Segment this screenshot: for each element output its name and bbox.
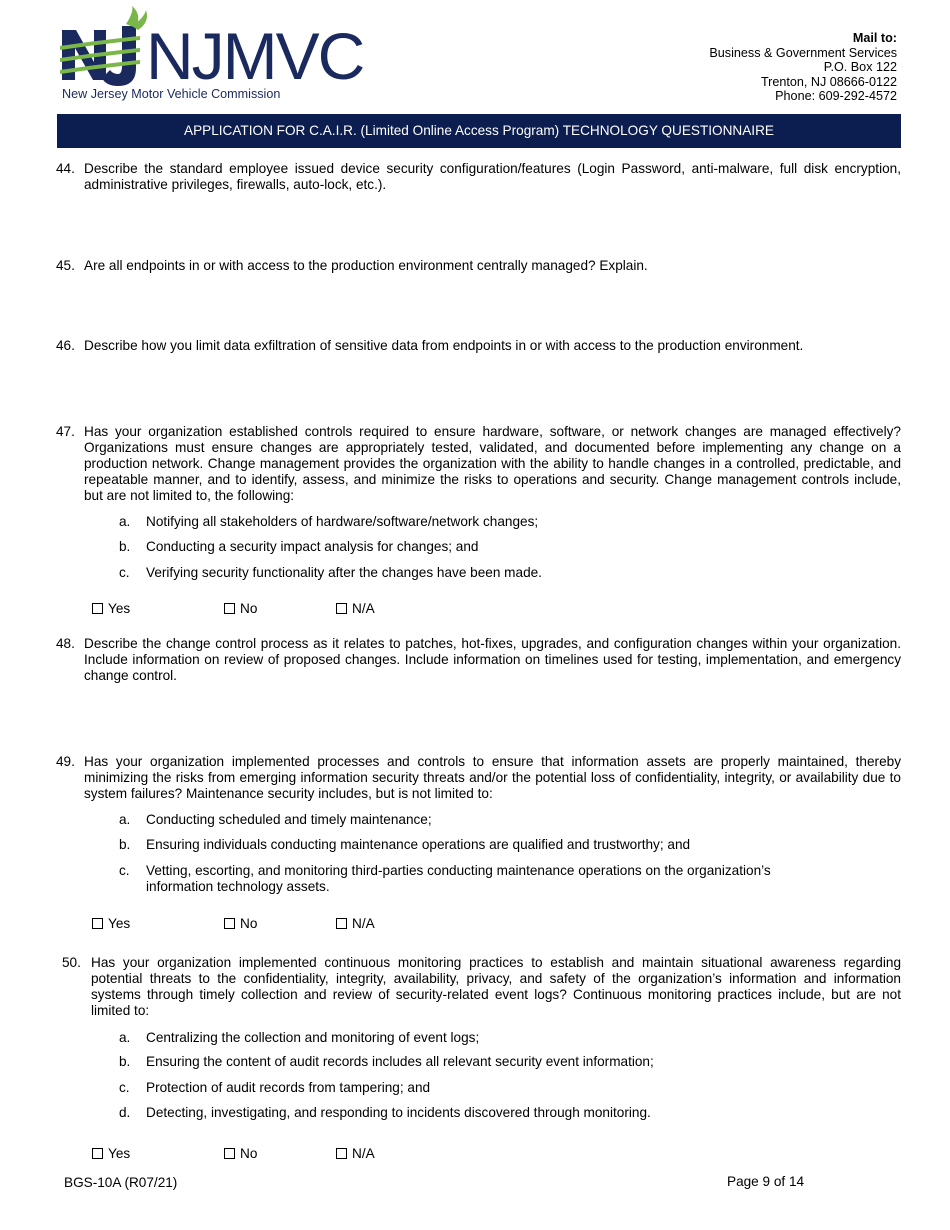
list-item (119, 1105, 809, 1121)
mail-to-line3: Trenton, NJ 08666-0122 (760, 74, 897, 89)
list-item-label: a. (119, 514, 131, 529)
q50-no-checkbox[interactable] (224, 1146, 257, 1161)
list-item-text: Conducting scheduled and timely maintenance; (146, 812, 432, 827)
question-50 (62, 955, 901, 1019)
checkbox-label: No (240, 1146, 258, 1161)
list-item-text: Conducting a security impact analysis for changes; and (146, 539, 479, 554)
list-item (119, 1080, 809, 1096)
list-item-text: Ensuring the content of audit records includes all relevant security event information; (146, 1054, 654, 1069)
checkbox-box[interactable] (336, 1148, 347, 1159)
question-number: 46. (56, 338, 75, 353)
list-item-label: c. (119, 565, 130, 580)
list-item-text: Ensuring individuals conducting maintenance operations are qualified and trustworthy; and (146, 837, 691, 852)
question-text: Has your organization implemented processes and controls to ensure that information assets are properly maintained, thereby minimizing the risks from emerging information security threats and/or the potential loss of confidentiality, integrity, or availability due to system failures? Maintenance security includes, but is not limited to: (84, 754, 901, 801)
mail-to-line2: P.O. Box 122 (823, 60, 897, 75)
list-item-label: a. (119, 812, 131, 827)
question-47 (56, 424, 901, 504)
checkbox-label: N/A (352, 601, 375, 616)
page-number: Page 9 of 14 (727, 1174, 805, 1189)
list-item-label: b. (119, 837, 131, 852)
question-44 (56, 161, 901, 193)
q49-no-checkbox[interactable] (224, 916, 257, 931)
list-item-label: b. (119, 1054, 131, 1069)
mail-to-line4: Phone: 609-292-4572 (775, 89, 897, 104)
list-item (119, 565, 809, 581)
list-item (119, 514, 809, 530)
logo-subtitle: New Jersey Motor Vehicle Commission (62, 87, 281, 101)
question-46 (56, 338, 901, 354)
question-text: Has your organization established controls required to ensure hardware, software, or network changes are managed effectively? Organizations must ensure changes are appropriately tested, validated, and documented before implementing any change on a production network. Change management provides the organization with the ability to handle changes in a controlled, predictable, and repeatable manner, and to identify, assess, and minimize the risks to operations and security. Change management controls include, but are not limited to, the following: (84, 424, 901, 503)
q49-na-checkbox[interactable] (336, 916, 375, 931)
mail-to-address (709, 31, 897, 104)
q49-yes-checkbox[interactable] (92, 916, 130, 931)
list-item-text: Centralizing the collection and monitoring of event logs; (146, 1030, 480, 1045)
list-item-label: d. (119, 1105, 131, 1120)
question-text: Has your organization implemented continuous monitoring practices to establish and maintain situational awareness regarding potential threats to the confidentiality, integrity, availability, privacy, and safety of the organization’s information and information systems through timely collection and review of security-related event logs? Continuous monitoring practices include, but are not limited to: (91, 955, 901, 1018)
q47-yes-checkbox[interactable] (92, 601, 130, 616)
question-45 (56, 258, 901, 274)
question-text: Describe how you limit data exfiltration of sensitive data from endpoints in or with access to the production environment. (84, 338, 804, 353)
checkbox-box[interactable] (336, 918, 347, 929)
list-item-label: c. (119, 1080, 130, 1095)
checkbox-box[interactable] (92, 1148, 103, 1159)
checkbox-box[interactable] (224, 918, 235, 929)
question-number: 49. (56, 754, 75, 769)
checkbox-label: N/A (352, 1146, 375, 1161)
list-item-label: a. (119, 1030, 131, 1045)
list-item (119, 539, 809, 555)
list-item-label: c. (119, 863, 130, 878)
checkbox-box[interactable] (336, 603, 347, 614)
checkbox-box[interactable] (92, 918, 103, 929)
list-item-text: Vetting, escorting, and monitoring third-parties conducting maintenance operations on the organization’s information technology assets. (146, 863, 771, 894)
checkbox-label: Yes (108, 601, 131, 616)
list-item-text: Detecting, investigating, and responding to incidents discovered through monitoring. (146, 1105, 651, 1120)
form-title-banner: APPLICATION FOR C.A.I.R. (Limited Online Access Program) TECHNOLOGY QUESTIONNAIRE (57, 114, 901, 148)
list-item (119, 1054, 809, 1070)
question-number: 50. (62, 955, 81, 970)
list-item-label: b. (119, 539, 131, 554)
checkbox-label: No (240, 601, 258, 616)
svg-text:NJMVC: NJMVC (146, 19, 364, 93)
q47-no-checkbox[interactable] (224, 601, 257, 616)
q50-yes-checkbox[interactable] (92, 1146, 130, 1161)
checkbox-label: Yes (108, 1146, 131, 1161)
list-item (119, 863, 809, 895)
checkbox-box[interactable] (92, 603, 103, 614)
list-item (119, 812, 809, 828)
question-number: 48. (56, 636, 75, 651)
list-item-text: Protection of audit records from tampering; and (146, 1080, 431, 1095)
question-48 (56, 636, 901, 684)
checkbox-label: Yes (108, 916, 131, 931)
question-text: Describe the standard employee issued device security configuration/features (Login Password, anti-malware, full disk encryption, administrative privileges, firewalls, auto-lock, etc.). (84, 161, 901, 192)
q47-na-checkbox[interactable] (336, 601, 375, 616)
question-49 (56, 754, 901, 802)
list-item-text: Notifying all stakeholders of hardware/software/network changes; (146, 514, 539, 529)
checkbox-box[interactable] (224, 1148, 235, 1159)
mail-to-line1: Business & Government Services (709, 45, 897, 60)
form-id: BGS-10A (R07/21) (64, 1175, 178, 1190)
mail-to-label: Mail to: (852, 31, 897, 45)
checkbox-box[interactable] (224, 603, 235, 614)
question-text: Describe the change control process as it relates to patches, hot-fixes, upgrades, and configuration changes within your organization. Include information on review of proposed changes. Include information on timelines used for testing, implementation, and emergency change control. (84, 636, 901, 683)
list-item-text: Verifying security functionality after the changes have been made. (146, 565, 542, 580)
checkbox-label: N/A (352, 916, 375, 931)
q50-na-checkbox[interactable] (336, 1146, 375, 1161)
question-number: 44. (56, 161, 75, 176)
list-item (119, 837, 809, 853)
list-item (119, 1030, 809, 1046)
question-number: 45. (56, 258, 75, 273)
question-text: Are all endpoints in or with access to the production environment centrally managed? Explain. (84, 258, 648, 273)
question-number: 47. (56, 424, 75, 439)
checkbox-label: No (240, 916, 258, 931)
